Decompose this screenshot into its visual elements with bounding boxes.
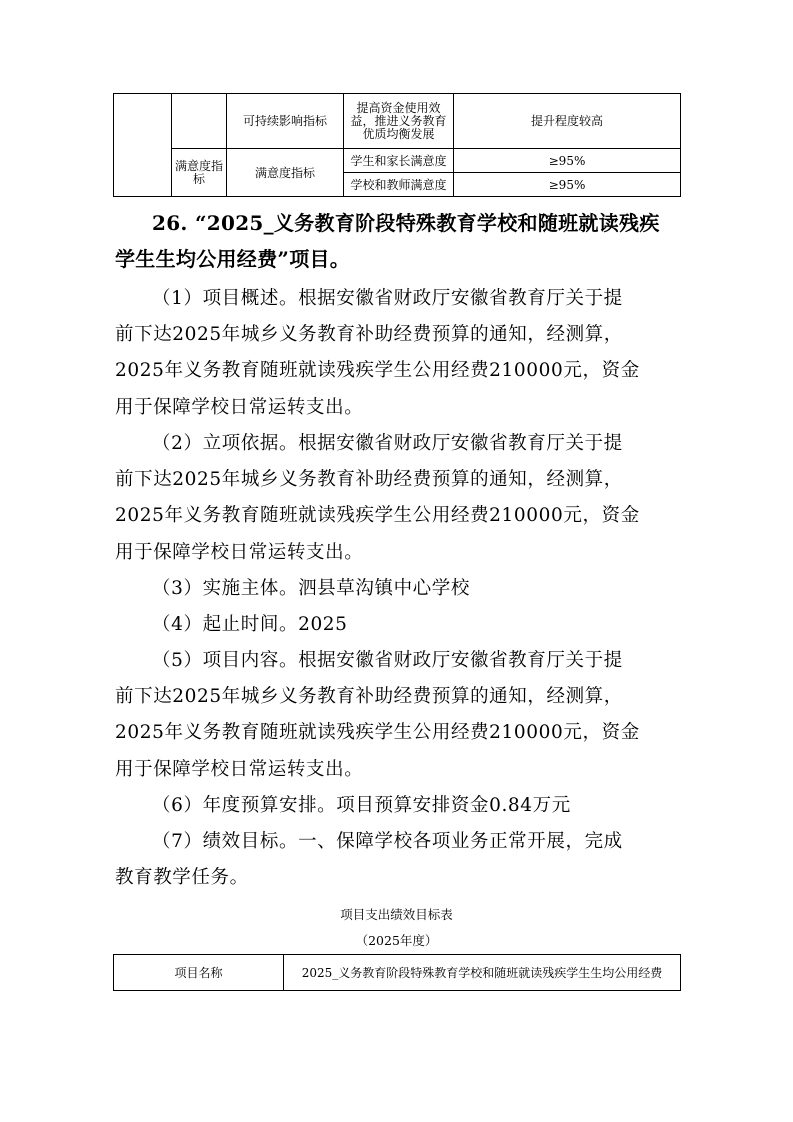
para-line: （1）项目概述。根据安徽省财政厅安徽省教育厅关于提 — [152, 288, 623, 309]
para-line: （2）立项依据。根据安徽省财政厅安徽省教育厅关于提 — [152, 433, 623, 454]
project-name-table — [113, 954, 681, 991]
table-caption-year: （2025年度） — [355, 933, 438, 948]
para-line: 2025年义务教育随班就读残疾学生公用经费210000元，资金 — [115, 722, 640, 744]
student-parent-satisfaction: 学生和家长满意度 — [344, 149, 454, 173]
satisfaction-level3: 满意度指标 — [227, 149, 344, 197]
para-line: （5）项目内容。根据安徽省财政厅安徽省教育厅关于提 — [152, 650, 623, 671]
paragraph-budget — [115, 788, 680, 824]
performance-indicator-table — [113, 93, 681, 197]
paragraph-content — [115, 643, 680, 788]
para-line: 2025年义务教育随班就读残疾学生公用经费210000元，资金 — [115, 505, 640, 527]
para-line: 前下达2025年城乡义务教育补助经费预算的通知，经测算， — [115, 686, 623, 708]
sustainable-impact-indicator: 提高资金使用效益，推进义务教育优质均衡发展 — [344, 94, 454, 149]
school-teacher-satisfaction-value: ≥95% — [454, 173, 681, 197]
para-line: （6）年度预算安排。项目预算安排资金0.84万元 — [152, 795, 571, 816]
heading-line-2: 学生生均公用经费”项目。 — [115, 247, 351, 271]
table-caption-title: 项目支出绩效目标表 — [340, 907, 453, 922]
sustainable-impact-category: 可持续影响指标 — [227, 94, 344, 149]
sustainable-impact-value: 提升程度较高 — [454, 94, 681, 149]
level2-cell — [172, 94, 227, 149]
heading-line-1: 26. “2025_义务教育阶段特殊教育学校和随班就读残疾 — [152, 211, 660, 235]
project-name-label: 项目名称 — [114, 955, 284, 991]
project-name-value: 2025_义务教育阶段特殊教育学校和随班就读残疾学生生均公用经费 — [284, 955, 681, 991]
para-line: （4）起止时间。2025 — [152, 614, 348, 635]
paragraph-period — [115, 607, 680, 643]
para-line: 用于保障学校日常运转支出。 — [115, 541, 364, 563]
para-line: 用于保障学校日常运转支出。 — [115, 396, 364, 418]
paragraph-overview — [115, 281, 680, 426]
para-line: 前下达2025年城乡义务教育补助经费预算的通知，经测算， — [115, 469, 623, 491]
para-line: （3）实施主体。泗县草沟镇中心学校 — [152, 578, 470, 599]
section-heading — [115, 205, 680, 277]
school-teacher-satisfaction: 学校和教师满意度 — [344, 173, 454, 197]
student-parent-satisfaction-value: ≥95% — [454, 149, 681, 173]
paragraph-basis — [115, 426, 680, 571]
para-line: 2025年义务教育随班就读残疾学生公用经费210000元，资金 — [115, 360, 640, 382]
para-line: 前下达2025年城乡义务教育补助经费预算的通知，经测算， — [115, 324, 623, 346]
satisfaction-level2: 满意度指标 — [172, 149, 227, 197]
level1-cell — [114, 94, 172, 197]
para-line: 用于保障学校日常运转支出。 — [115, 758, 364, 780]
paragraph-executor — [115, 571, 680, 607]
para-line: 教育教学任务。 — [115, 867, 249, 889]
para-line: （7）绩效目标。一、保障学校各项业务正常开展，完成 — [152, 831, 623, 852]
paragraph-goal — [115, 824, 680, 896]
